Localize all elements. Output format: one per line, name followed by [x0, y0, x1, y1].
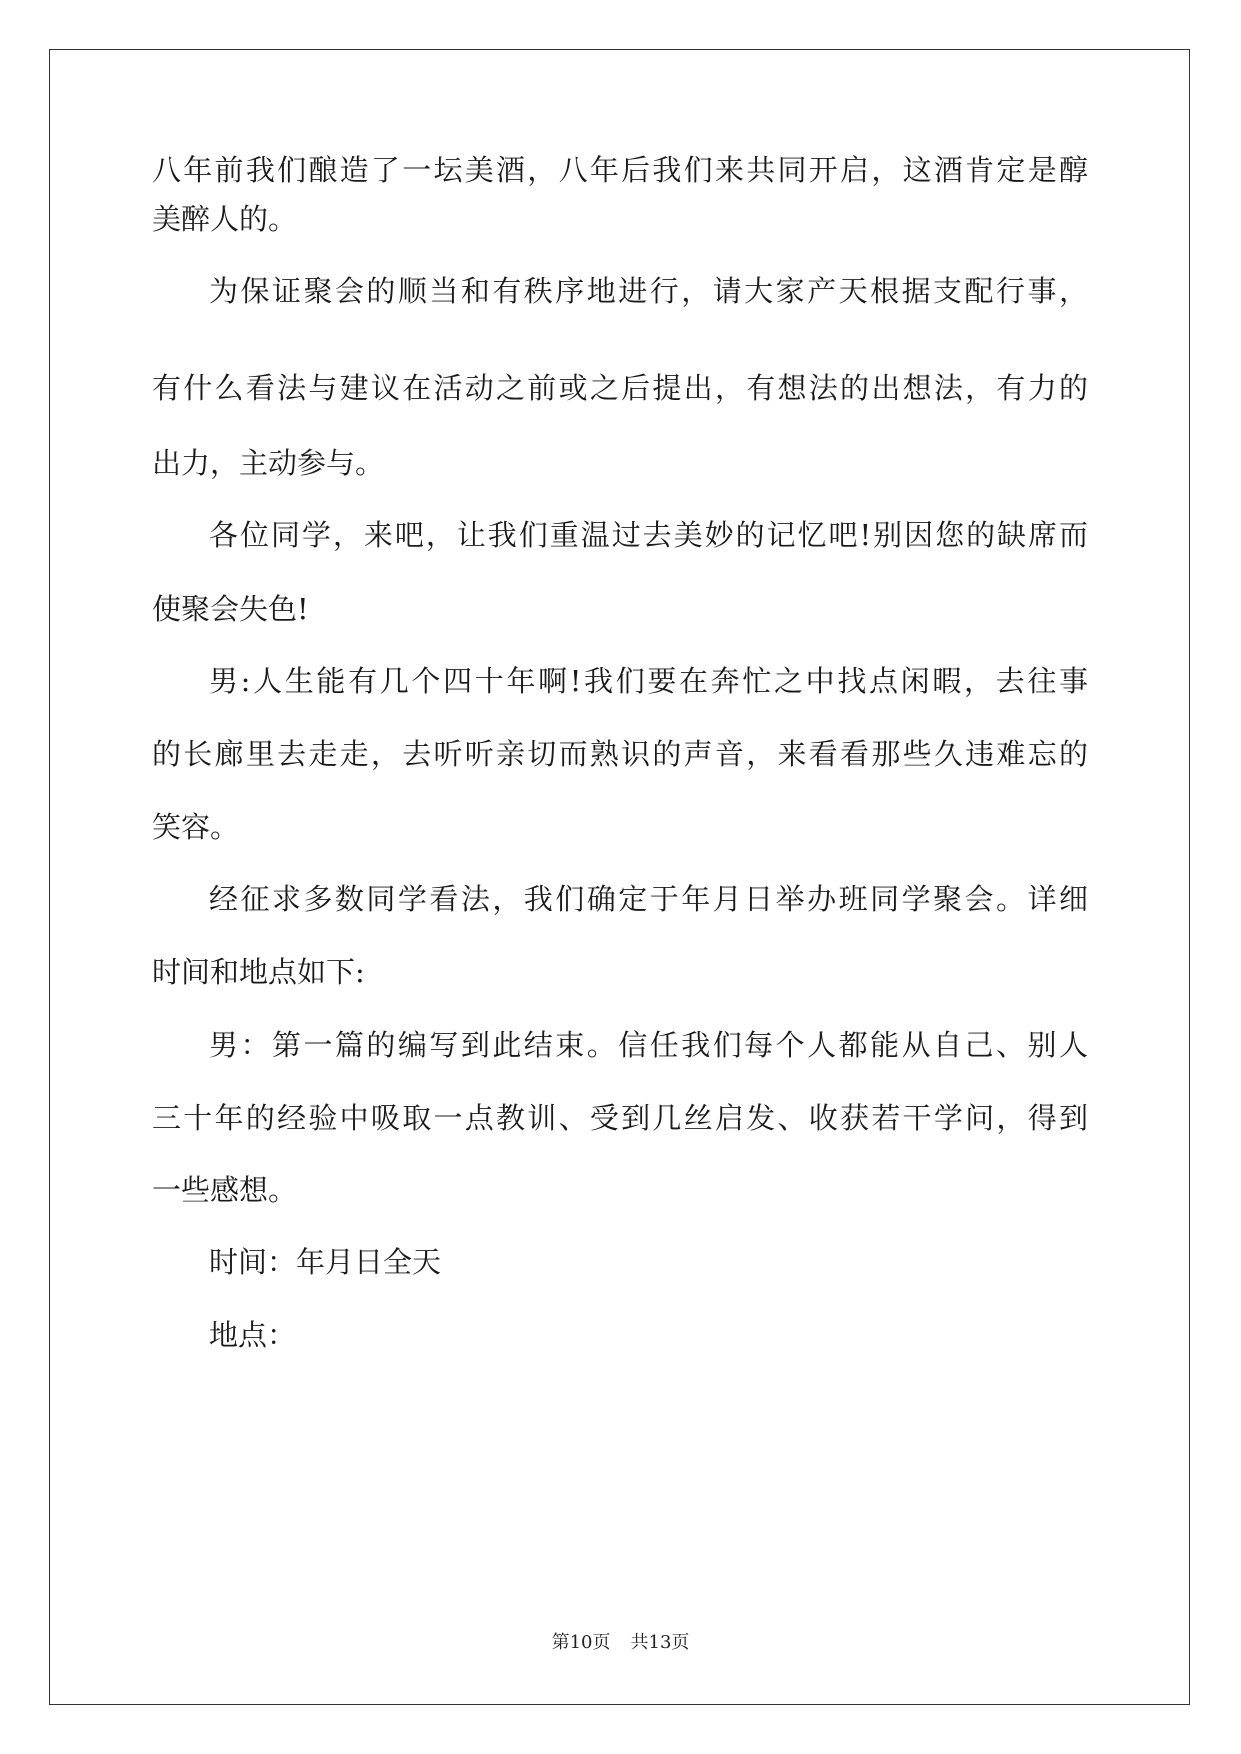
text-line: 八年前我们酿造了一坛美酒，八年后我们来共同开启，这酒肯定是醇 [152, 153, 1088, 187]
text-line: 出力，主动参与。 [152, 446, 385, 480]
location-line: 地点： [209, 1318, 297, 1352]
text-line: 的长廊里去走走，去听听亲切而熟识的声音，来看看那些久违难忘的 [152, 737, 1088, 771]
text-line: 一些感想。 [152, 1173, 298, 1207]
time-line: 时间：年月日全天 [209, 1245, 442, 1279]
page-total: 共13页 [630, 1632, 690, 1653]
text-line: 美醉人的。 [152, 202, 298, 236]
text-line: 使聚会失色! [152, 592, 309, 626]
text-line: 有什么看法与建议在活动之前或之后提出，有想法的出想法，有力的 [152, 371, 1088, 405]
paragraph-first-line: 经征求多数同学看法，我们确定于年月日举办班同学聚会。详细 [209, 882, 1088, 916]
text-line: 笑容。 [152, 810, 240, 844]
text-line: 三十年的经验中吸取一点教训、受到几丝启发、收获若干学问，得到 [152, 1101, 1088, 1135]
paragraph-first-line: 各位同学，来吧，让我们重温过去美妙的记忆吧!别因您的缺席而 [209, 518, 1088, 552]
paragraph-first-line: 为保证聚会的顺当和有秩序地进行，请大家产天根据支配行事， [209, 274, 1088, 308]
page-footer [0, 1632, 1241, 1654]
text-line: 时间和地点如下: [152, 955, 365, 989]
paragraph-first-line: 男：第一篇的编写到此结束。信任我们每个人都能从自己、别人 [209, 1028, 1088, 1062]
page-number: 第10页 [551, 1632, 611, 1653]
paragraph-first-line: 男:人生能有几个四十年啊!我们要在奔忙之中找点闲暇，去往事 [209, 664, 1088, 698]
